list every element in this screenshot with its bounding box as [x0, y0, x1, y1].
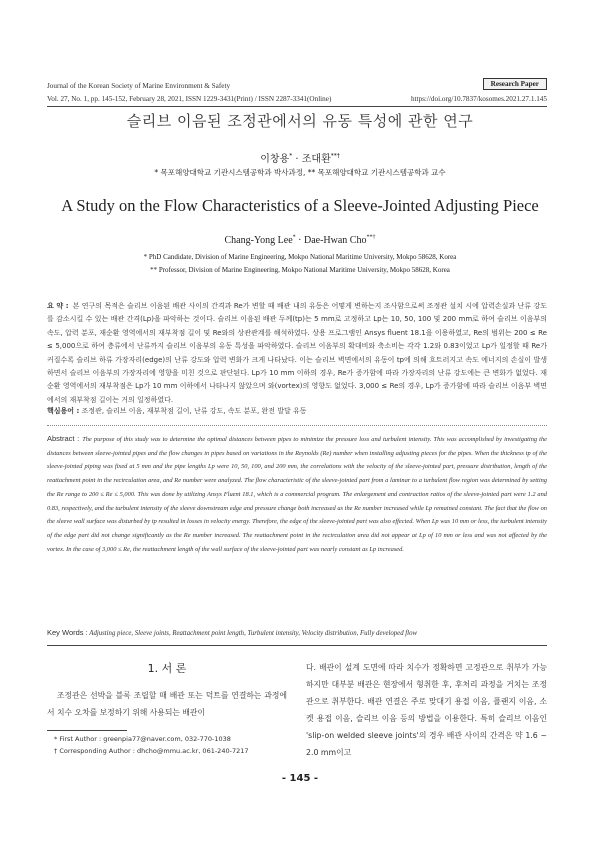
author2-name-ko: 조대환	[301, 154, 331, 165]
korean-authors	[0, 150, 600, 165]
korean-keywords	[47, 406, 547, 416]
author1-mark-ko: *	[289, 152, 293, 160]
english-affiliation-2: ** Professor, Division of Marine Engineering, Mokpo National Maritime University, Mokpo 58628, Korea	[150, 266, 450, 274]
english-keywords	[47, 628, 547, 637]
english-abstract-text: The purpose of this study was to determine the optimal distances between pipes to minimize the pressure loss and turbulent intensity. This was accomplished by investigating the distances between sleeve-jointed pipes and the flow changes in pipes based on variations in the Reynolds (Re) number when installing adjusting pieces for the pipes. When the thickness tp of the sleeve-jointed piping was fixed at 5 mm and the pipe lengths Lp were 10, 50, 100, and 200 mm, the correlations with the velocity of the sleeve-jointed part, pressure distribution, length of the reattachment point in the recirculation area, and Re number were analyzed. The flow characteristic of the sleeve-jointed part from a laminar to a turbulent flow region was determined by setting the Re range to 200 ≤ Re ≤ 5,000. This was done by utilizing Ansys Fluent 18.1, which is a commercial program. The enlargement and contraction ratios of the sleeve-jointed part were 1.2 and 0.83, respectively, and the turbulent intensity of the sleeve downstream edge and pressure change both increased as the Re number increased while Lp remained constant. The fact that the flow on the sleeve wall surface was disturbed by tp resulted in losses in velocity energy. Therefore, the edge of the sleeve-jointed part was also effected. When Lp was 10 mm or less, the turbulent intensity of the edge part did not change significantly as the Re number increased. The reattachment point in the recirculation area did not appear at Lp of 10 mm or less and was not affected by the vortex. In the case of 3,000 ≤ Re, the reattachment length of the wall surface of the sleeve-jointed part was nearly constant as Lp increased.	[47, 436, 547, 553]
header-divider	[47, 106, 547, 107]
intro-paragraph-right: 다. 배관이 설계 도면에 따라 치수가 정확하면 고정관으로 취부가 가능하지만 대부분 배관은 현장에서 형취한 후, 후처리 과정을 거치는 조정관으로 취부한다. 배관 연결은 주로 맞대기 용접 이음, 플랜지 이음, 소켓 용접 이음, 슬리브 이음 등의 방법을 이용한다. 특히 슬리브 이음인 'slip-on welded sleeve joints'의 경우 배관 사이의 간격은 약 1.6 ~ 2.0 mm이고	[306, 663, 547, 757]
korean-abstract	[47, 300, 547, 407]
english-authors	[0, 235, 600, 246]
volume-info: Vol. 27, No. 1, pp. 145-152, February 28, 2021, ISSN 1229-3431(Print) / ISSN 2287-3341(Online)	[47, 95, 332, 103]
footnote-divider	[47, 730, 127, 731]
korean-title: 슬리브 이음된 조정관에서의 유동 특성에 관한 연구	[126, 112, 474, 130]
author1-name-ko: 이창용	[260, 154, 290, 165]
english-keywords-label: Key Words :	[47, 628, 88, 637]
author-separator-ko: ·	[292, 154, 302, 165]
doi-link[interactable]: https://doi.org/10.7837/kosomes.2021.27.1.145	[410, 95, 547, 103]
english-title: A Study on the Flow Characteristics of a Sleeve-Jointed Adjusting Piece	[61, 196, 539, 215]
article-type-badge: Research Paper	[483, 78, 547, 90]
footnote-corresponding-author: † Corresponding Author : dhcho@mmu.ac.kr, 061-240-7217	[54, 747, 249, 755]
english-abstract	[47, 432, 547, 556]
korean-abstract-label: 요 약 :	[47, 302, 69, 310]
journal-name: Journal of the Korean Society of Marine Environment & Safety	[47, 82, 231, 90]
author2-mark-en: **†	[366, 234, 376, 241]
author1-name-en: Chang-Yong Lee	[224, 235, 293, 246]
keywords-divider	[47, 645, 547, 646]
author1-mark-en: *	[292, 234, 296, 241]
abstract-divider	[47, 425, 547, 426]
section-heading-introduction: 1. 서 론	[147, 662, 187, 675]
english-keywords-text: Adjusting piece, Sleeve joints, Reattachment point length, Turbulent intensity, Velocity distribution, Fully developed flow	[89, 630, 417, 637]
page-number: - 145 -	[281, 773, 319, 784]
korean-keywords-text: 조정관, 슬리브 이음, 재부착점 길이, 난류 강도, 속도 분포, 완전 발달 유동	[81, 407, 307, 415]
intro-paragraph-left: 조정관은 선박을 블록 조립할 때 배관 또는 덕트를 연결하는 과정에서 치수 오차를 보정하기 위해 사용되는 배관이	[47, 691, 287, 717]
author2-name-en: Dae-Hwan Cho	[304, 235, 367, 246]
english-abstract-label: Abstract :	[47, 434, 80, 443]
left-column	[47, 687, 287, 721]
footnote-first-author: * First Author : greenpia77@naver.com, 032-770-1038	[54, 735, 231, 743]
author2-mark-ko: **†	[330, 152, 340, 160]
author-separator-en: ·	[295, 235, 304, 246]
korean-affiliation: * 목포해양대학교 기관시스템공학과 박사과정, ** 목포해양대학교 기관시스템공학과 교수	[154, 168, 446, 177]
korean-keywords-label: 핵심용어 :	[47, 407, 80, 415]
korean-abstract-text: 본 연구의 목적은 슬리브 이음된 배관 사이의 간격과 Re가 변할 때 배관 내의 유동은 어떻게 변하는지 조사함으로써 조정관 설치 시에 압력손실과 난류 강도를 감소시킬 수 있는 배관 간격(Lp)을 파악하는 것이다. 슬리브 이음된 배관 두께(tp)는 5 mm로 고정하고 Lp는 10, 50, 100 및 200 mm로 하여 슬리브 이음부의 속도, 압력 분포, 재순환 영역에서의 재부착점 길이 및 Re와의 상관관계를 해석하였다. 상용 프로그램인 Ansys fluent 18.1을 이용하였고, Re의 범위는 200 ≤ Re ≤ 5,000으로 하여 층류에서 난류까지 슬리브 이음부의 유동 특성을 파악하였다. 슬리브 이음부의 확대비와 축소비는 각각 1.2와 0.83이었고 Lp가 일정할 때 Re가 커질수록 슬리브 하류 가장자리(edge)의 난류 강도와 압력 변화가 크게 나타났다. 이는 슬리브 벽면에서의 유동이 tp에 의해 흐트러지고 속도 에너지의 손실이 발생하면서 슬리브 이음부의 가장자리에 영향을 미친 것으로 판단된다. Lp가 10 mm 이하의 경우, Re가 증가함에 따라 가장자리의 난류 강도에는 큰 변화가 없었다. 재순환 영역에서의 재부착점은 Lp가 10 mm 이하에서 나타나지 않았으며 와(vortex)의 영향도 없었다. 3,000 ≤ Re의 경우, Lp가 증가함에 따라 슬리브 이음부 벽면에서의 재부착점 길이는 거의 일정하였다.	[47, 302, 547, 404]
right-column	[306, 659, 547, 761]
english-affiliation-1: * PhD Candidate, Division of Marine Engineering, Mokpo National Maritime University, Mokpo 58628, Korea	[143, 253, 457, 261]
